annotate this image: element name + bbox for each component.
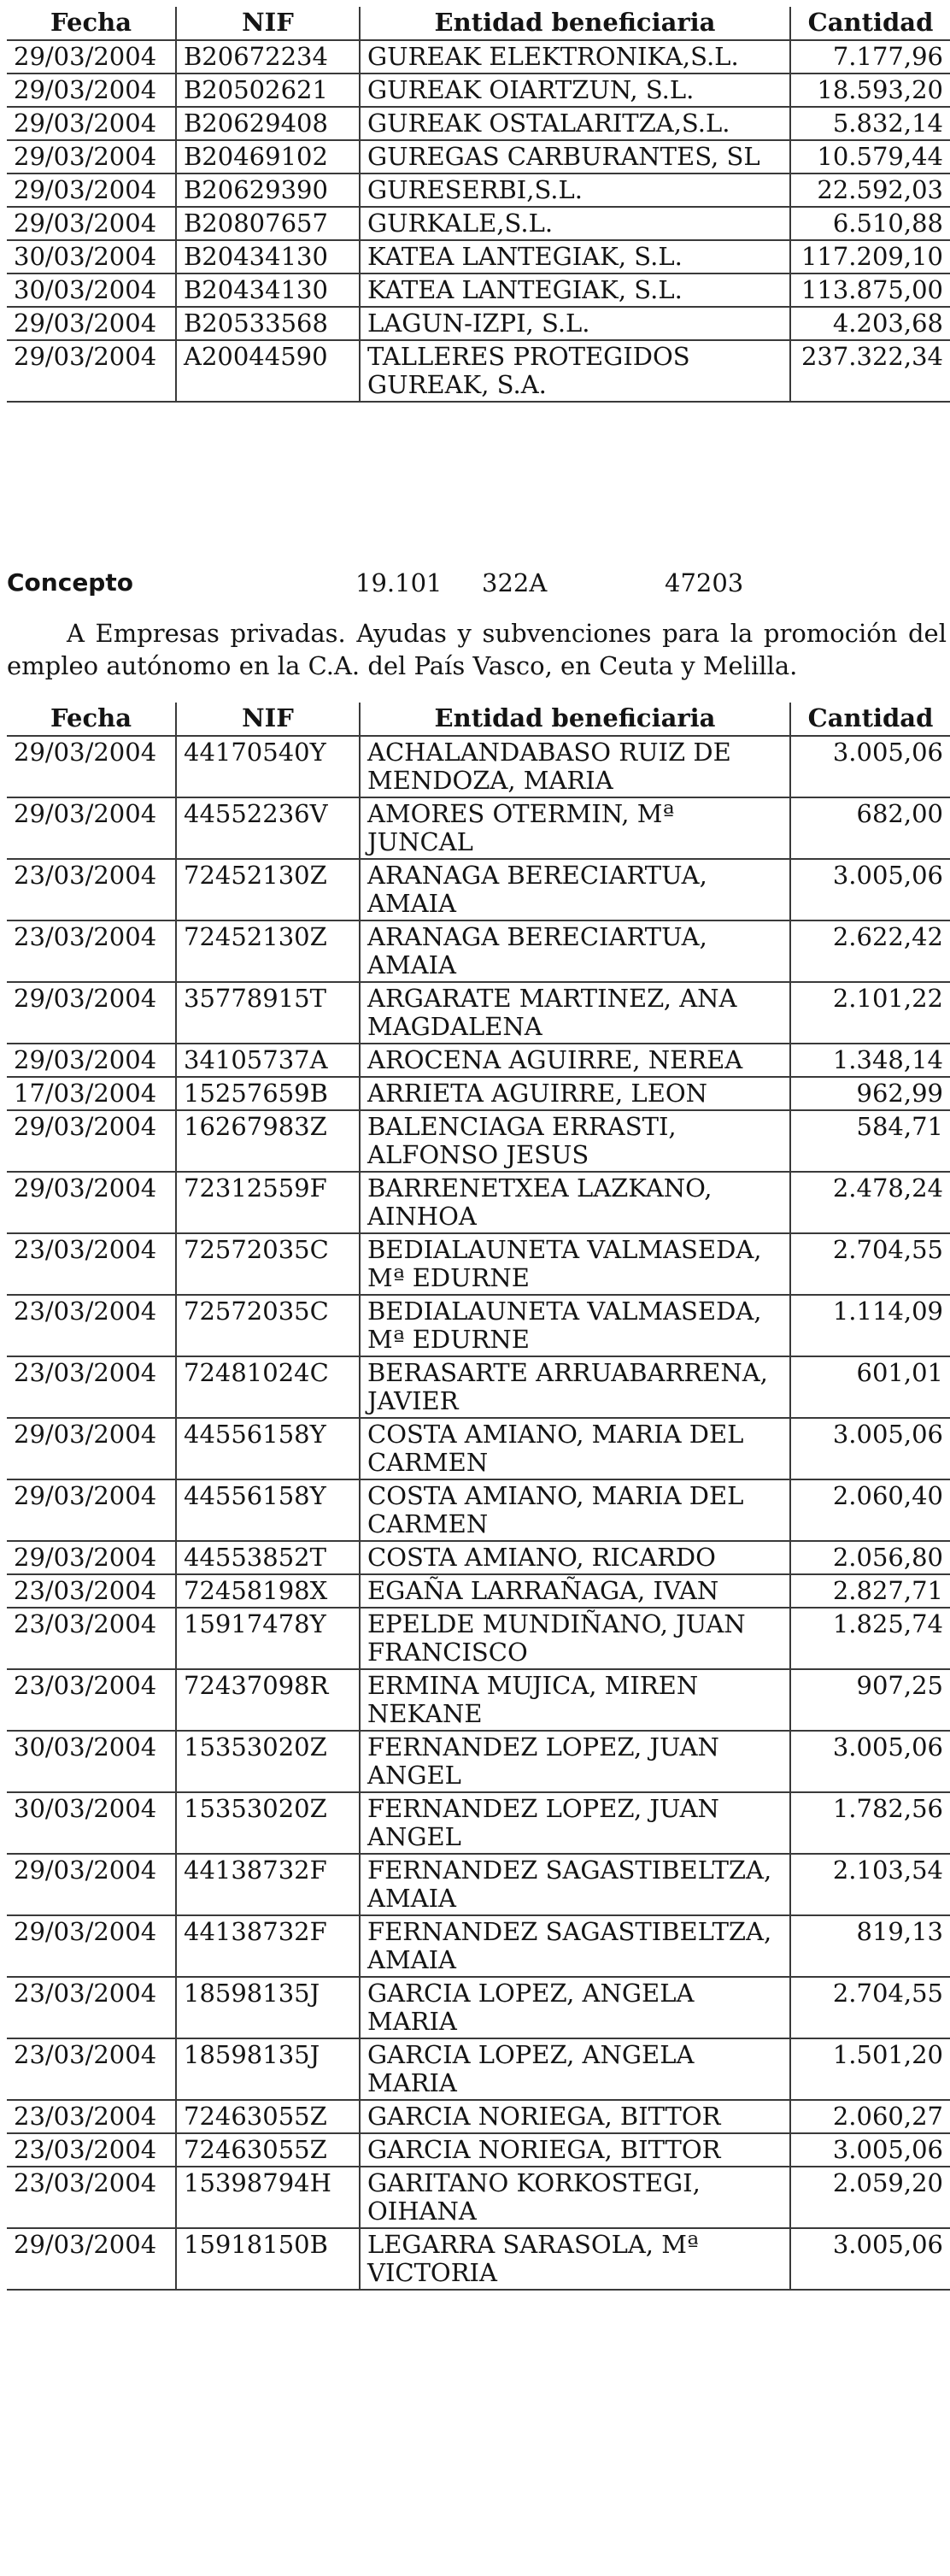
cell-entidad: BARRENETXEA LAZKANO, AINHOA — [360, 1172, 790, 1233]
cell-fecha: 29/03/2004 — [7, 1915, 176, 1977]
cell-fecha: 23/03/2004 — [7, 2167, 176, 2228]
cell-nif: 72452130Z — [176, 920, 360, 982]
header-nif: NIF — [176, 7, 360, 40]
cell-cantidad: 6.510,88 — [790, 207, 950, 240]
concepto-description: A Empresas privadas. Ayudas y subvenciones para la promoción del empleo autónomo en la C.A. del País Vasco, en Ceuta y Melilla. — [7, 619, 947, 680]
cell-nif: 72463055Z — [176, 2100, 360, 2133]
cell-cantidad: 1.782,56 — [790, 1792, 950, 1854]
header-fecha: Fecha — [7, 7, 176, 40]
cell-entidad: COSTA AMIANO, MARIA DEL CARMEN — [360, 1418, 790, 1479]
cell-entidad: FERNANDEZ LOPEZ, JUAN ANGEL — [360, 1792, 790, 1854]
concepto-label: Concepto — [7, 568, 133, 597]
cell-fecha: 23/03/2004 — [7, 2133, 176, 2167]
cell-cantidad: 3.005,06 — [790, 2133, 950, 2167]
cell-nif: 35778915T — [176, 982, 360, 1044]
cell-fecha: 29/03/2004 — [7, 207, 176, 240]
table-row — [7, 140, 950, 173]
cell-nif: 72452130Z — [176, 859, 360, 920]
cell-cantidad: 962,99 — [790, 1077, 950, 1110]
table-row — [7, 920, 950, 982]
table-row — [7, 1669, 950, 1731]
cell-nif: 72481024C — [176, 1356, 360, 1418]
cell-cantidad: 1.825,74 — [790, 1608, 950, 1669]
table-row — [7, 2167, 950, 2228]
cell-entidad: GURKALE,S.L. — [360, 207, 790, 240]
cell-entidad: FERNANDEZ LOPEZ, JUAN ANGEL — [360, 1731, 790, 1792]
table-row — [7, 1418, 950, 1479]
cell-cantidad: 2.478,24 — [790, 1172, 950, 1233]
cell-fecha: 29/03/2004 — [7, 1418, 176, 1479]
cell-cantidad: 2.622,42 — [790, 920, 950, 982]
cell-entidad: KATEA LANTEGIAK, S.L. — [360, 273, 790, 307]
cell-cantidad: 2.059,20 — [790, 2167, 950, 2228]
cell-cantidad: 22.592,03 — [790, 173, 950, 207]
cell-nif: B20533568 — [176, 307, 360, 340]
cell-fecha: 29/03/2004 — [7, 982, 176, 1044]
cell-fecha: 29/03/2004 — [7, 140, 176, 173]
table-row — [7, 1792, 950, 1854]
table-row — [7, 2133, 950, 2167]
cell-entidad: BEDIALAUNETA VALMASEDA, Mª EDURNE — [360, 1295, 790, 1356]
table-row — [7, 1854, 950, 1915]
table-row — [7, 40, 950, 74]
cell-nif: 15257659B — [176, 1077, 360, 1110]
cell-entidad: ERMINA MUJICA, MIREN NEKANE — [360, 1669, 790, 1731]
cell-fecha: 29/03/2004 — [7, 1172, 176, 1233]
cell-entidad: AMORES OTERMIN, Mª JUNCAL — [360, 797, 790, 859]
table-row — [7, 1110, 950, 1172]
cell-fecha: 30/03/2004 — [7, 1731, 176, 1792]
cell-fecha: 17/03/2004 — [7, 1077, 176, 1110]
cell-fecha: 23/03/2004 — [7, 1356, 176, 1418]
cell-nif: 15398794H — [176, 2167, 360, 2228]
cell-cantidad: 682,00 — [790, 797, 950, 859]
cell-nif: 44138732F — [176, 1915, 360, 1977]
cell-nif: 44553852T — [176, 1541, 360, 1574]
header-cantidad: Cantidad — [790, 7, 950, 40]
cell-entidad: TALLERES PROTEGIDOS GUREAK, S.A. — [360, 340, 790, 402]
cell-entidad: GARCIA LOPEZ, ANGELA MARIA — [360, 2038, 790, 2100]
cell-fecha: 29/03/2004 — [7, 107, 176, 140]
cell-nif: 72572035C — [176, 1233, 360, 1295]
cell-nif: 44552236V — [176, 797, 360, 859]
cell-cantidad: 7.177,96 — [790, 40, 950, 74]
cell-nif: 15917478Y — [176, 1608, 360, 1669]
table-row — [7, 797, 950, 859]
cell-fecha: 23/03/2004 — [7, 2038, 176, 2100]
cell-entidad: GARCIA LOPEZ, ANGELA MARIA — [360, 1977, 790, 2038]
cell-nif: 16267983Z — [176, 1110, 360, 1172]
cell-cantidad: 3.005,06 — [790, 2228, 950, 2290]
cell-fecha: 23/03/2004 — [7, 1233, 176, 1295]
table-row — [7, 1356, 950, 1418]
table-row — [7, 107, 950, 140]
table-row — [7, 2038, 950, 2100]
cell-fecha: 30/03/2004 — [7, 1792, 176, 1854]
cell-entidad: GUREAK OSTALARITZA,S.L. — [360, 107, 790, 140]
cell-cantidad: 907,25 — [790, 1669, 950, 1731]
cell-cantidad: 2.060,27 — [790, 2100, 950, 2133]
header-entidad: Entidad beneficiaria — [360, 7, 790, 40]
table-row — [7, 1172, 950, 1233]
table-row — [7, 736, 950, 797]
cell-cantidad: 113.875,00 — [790, 273, 950, 307]
cell-cantidad: 10.579,44 — [790, 140, 950, 173]
cell-fecha: 23/03/2004 — [7, 859, 176, 920]
cell-fecha: 23/03/2004 — [7, 1295, 176, 1356]
cell-entidad: FERNANDEZ SAGASTIBELTZA, AMAIA — [360, 1915, 790, 1977]
cell-entidad: GARCIA NORIEGA, BITTOR — [360, 2100, 790, 2133]
cell-nif: 44138732F — [176, 1854, 360, 1915]
cell-nif: B20434130 — [176, 273, 360, 307]
beneficiaries-table-2 — [7, 703, 950, 2291]
cell-cantidad: 2.704,55 — [790, 1233, 950, 1295]
cell-fecha: 23/03/2004 — [7, 1977, 176, 2038]
cell-nif: 18598135J — [176, 1977, 360, 2038]
cell-cantidad: 584,71 — [790, 1110, 950, 1172]
cell-cantidad: 1.348,14 — [790, 1044, 950, 1077]
cell-nif: 72458198X — [176, 1574, 360, 1608]
table-row — [7, 1731, 950, 1792]
cell-entidad: ARANAGA BERECIARTUA, AMAIA — [360, 859, 790, 920]
cell-fecha: 29/03/2004 — [7, 340, 176, 402]
cell-nif: B20469102 — [176, 140, 360, 173]
cell-nif: 44556158Y — [176, 1418, 360, 1479]
cell-nif: 15353020Z — [176, 1792, 360, 1854]
cell-fecha: 29/03/2004 — [7, 307, 176, 340]
cell-entidad: EGAÑA LARRAÑAGA, IVAN — [360, 1574, 790, 1608]
cell-entidad: GARITANO KORKOSTEGI, OIHANA — [360, 2167, 790, 2228]
table-row — [7, 1479, 950, 1541]
table-header-row — [7, 703, 950, 736]
cell-nif: B20629390 — [176, 173, 360, 207]
cell-cantidad: 1.501,20 — [790, 2038, 950, 2100]
cell-cantidad: 2.827,71 — [790, 1574, 950, 1608]
concepto-code-2: 322A — [482, 568, 548, 597]
cell-entidad: COSTA AMIANO, MARIA DEL CARMEN — [360, 1479, 790, 1541]
table-row — [7, 1541, 950, 1574]
table-row — [7, 74, 950, 107]
cell-entidad: KATEA LANTEGIAK, S.L. — [360, 240, 790, 273]
table-row — [7, 207, 950, 240]
table-row — [7, 340, 950, 402]
cell-cantidad: 3.005,06 — [790, 1418, 950, 1479]
cell-entidad: GUREGAS CARBURANTES, SL — [360, 140, 790, 173]
table-row — [7, 240, 950, 273]
concepto-code-3: 47203 — [665, 568, 744, 597]
cell-entidad: GURESERBI,S.L. — [360, 173, 790, 207]
cell-cantidad: 237.322,34 — [790, 340, 950, 402]
header-cantidad: Cantidad — [790, 703, 950, 736]
beneficiaries-table-1 — [7, 7, 950, 403]
cell-fecha: 23/03/2004 — [7, 920, 176, 982]
cell-cantidad: 3.005,06 — [790, 736, 950, 797]
table-row — [7, 1295, 950, 1356]
cell-nif: B20502621 — [176, 74, 360, 107]
cell-fecha: 29/03/2004 — [7, 1479, 176, 1541]
cell-fecha: 23/03/2004 — [7, 1608, 176, 1669]
cell-nif: 72437098R — [176, 1669, 360, 1731]
cell-cantidad: 5.832,14 — [790, 107, 950, 140]
cell-entidad: BEDIALAUNETA VALMASEDA, Mª EDURNE — [360, 1233, 790, 1295]
cell-entidad: GUREAK ELEKTRONIKA,S.L. — [360, 40, 790, 74]
cell-fecha: 29/03/2004 — [7, 74, 176, 107]
cell-nif: 44170540Y — [176, 736, 360, 797]
concepto-code-1: 19.101 — [355, 568, 443, 597]
cell-entidad: BALENCIAGA ERRASTI, ALFONSO JESUS — [360, 1110, 790, 1172]
cell-nif: 15353020Z — [176, 1731, 360, 1792]
cell-nif: B20434130 — [176, 240, 360, 273]
cell-entidad: ACHALANDABASO RUIZ DE MENDOZA, MARIA — [360, 736, 790, 797]
cell-nif: 72572035C — [176, 1295, 360, 1356]
table-row — [7, 273, 950, 307]
table-row — [7, 1574, 950, 1608]
cell-nif: B20807657 — [176, 207, 360, 240]
cell-fecha: 30/03/2004 — [7, 273, 176, 307]
cell-fecha: 23/03/2004 — [7, 1669, 176, 1731]
cell-cantidad: 2.101,22 — [790, 982, 950, 1044]
cell-cantidad: 117.209,10 — [790, 240, 950, 273]
cell-cantidad: 2.060,40 — [790, 1479, 950, 1541]
cell-nif: 72312559F — [176, 1172, 360, 1233]
table-row — [7, 1077, 950, 1110]
table-row — [7, 859, 950, 920]
cell-cantidad: 819,13 — [790, 1915, 950, 1977]
header-entidad: Entidad beneficiaria — [360, 703, 790, 736]
cell-entidad: ARRIETA AGUIRRE, LEON — [360, 1077, 790, 1110]
header-fecha: Fecha — [7, 703, 176, 736]
cell-fecha: 29/03/2004 — [7, 40, 176, 74]
table-row — [7, 307, 950, 340]
cell-cantidad: 3.005,06 — [790, 859, 950, 920]
cell-entidad: LEGARRA SARASOLA, Mª VICTORIA — [360, 2228, 790, 2290]
table-row — [7, 1915, 950, 1977]
cell-nif: B20672234 — [176, 40, 360, 74]
cell-fecha: 29/03/2004 — [7, 736, 176, 797]
table-row — [7, 1233, 950, 1295]
cell-cantidad: 1.114,09 — [790, 1295, 950, 1356]
cell-nif: A20044590 — [176, 340, 360, 402]
cell-fecha: 30/03/2004 — [7, 240, 176, 273]
cell-entidad: COSTA AMIANO, RICARDO — [360, 1541, 790, 1574]
cell-cantidad: 2.056,80 — [790, 1541, 950, 1574]
cell-entidad: BERASARTE ARRUABARRENA, JAVIER — [360, 1356, 790, 1418]
cell-fecha: 29/03/2004 — [7, 1044, 176, 1077]
cell-fecha: 29/03/2004 — [7, 797, 176, 859]
table-header-row — [7, 7, 950, 40]
table-row — [7, 982, 950, 1044]
table-row — [7, 1044, 950, 1077]
cell-fecha: 29/03/2004 — [7, 1541, 176, 1574]
cell-fecha: 29/03/2004 — [7, 2228, 176, 2290]
cell-entidad: ARGARATE MARTINEZ, ANA MAGDALENA — [360, 982, 790, 1044]
cell-entidad: ARANAGA BERECIARTUA, AMAIA — [360, 920, 790, 982]
cell-entidad: LAGUN-IZPI, S.L. — [360, 307, 790, 340]
table-row — [7, 2228, 950, 2290]
cell-entidad: AROCENA AGUIRRE, NEREA — [360, 1044, 790, 1077]
cell-fecha: 23/03/2004 — [7, 2100, 176, 2133]
cell-nif: B20629408 — [176, 107, 360, 140]
table-row — [7, 2100, 950, 2133]
cell-nif: 72463055Z — [176, 2133, 360, 2167]
cell-fecha: 23/03/2004 — [7, 1574, 176, 1608]
cell-nif: 34105737A — [176, 1044, 360, 1077]
header-nif: NIF — [176, 703, 360, 736]
cell-cantidad: 2.103,54 — [790, 1854, 950, 1915]
cell-cantidad: 3.005,06 — [790, 1731, 950, 1792]
cell-nif: 15918150B — [176, 2228, 360, 2290]
cell-cantidad: 601,01 — [790, 1356, 950, 1418]
table-row — [7, 1608, 950, 1669]
cell-fecha: 29/03/2004 — [7, 1110, 176, 1172]
cell-entidad: EPELDE MUNDIÑANO, JUAN FRANCISCO — [360, 1608, 790, 1669]
cell-entidad: GARCIA NORIEGA, BITTOR — [360, 2133, 790, 2167]
cell-cantidad: 2.704,55 — [790, 1977, 950, 2038]
cell-entidad: GUREAK OIARTZUN, S.L. — [360, 74, 790, 107]
cell-entidad: FERNANDEZ SAGASTIBELTZA, AMAIA — [360, 1854, 790, 1915]
cell-cantidad: 18.593,20 — [790, 74, 950, 107]
table-row — [7, 173, 950, 207]
cell-nif: 18598135J — [176, 2038, 360, 2100]
cell-fecha: 29/03/2004 — [7, 1854, 176, 1915]
cell-fecha: 29/03/2004 — [7, 173, 176, 207]
table-row — [7, 1977, 950, 2038]
cell-cantidad: 4.203,68 — [790, 307, 950, 340]
cell-nif: 44556158Y — [176, 1479, 360, 1541]
